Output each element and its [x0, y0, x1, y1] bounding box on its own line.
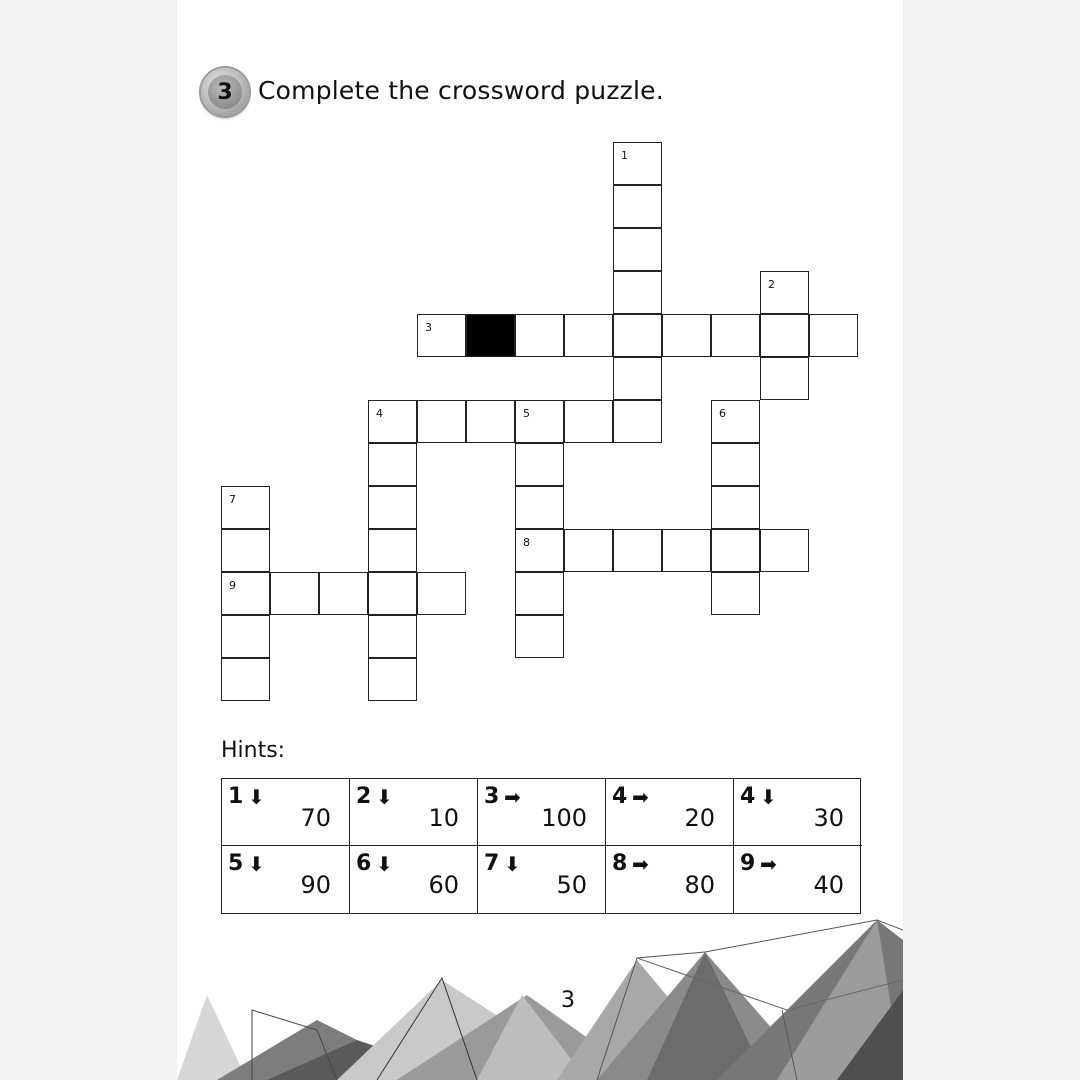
crossword-cell[interactable] [515, 615, 564, 658]
crossword-cell[interactable] [760, 529, 809, 572]
hint-cell [350, 779, 478, 846]
crossword-cell[interactable] [613, 271, 662, 314]
hint-value: 50 [556, 871, 587, 899]
crossword-cell[interactable] [221, 615, 270, 658]
hint-number: 5 [228, 851, 244, 876]
crossword-cell[interactable] [613, 228, 662, 271]
crossword-cell[interactable] [319, 572, 368, 615]
clue-number: 4 [376, 407, 383, 420]
crossword-cell[interactable] [221, 572, 270, 615]
clue-number: 9 [229, 579, 236, 592]
crossword-cell[interactable] [711, 572, 760, 615]
arrow-right-icon: ➡ [504, 785, 521, 809]
crossword-cell[interactable] [515, 572, 564, 615]
clue-number: 2 [768, 278, 775, 291]
crossword-cell[interactable] [368, 658, 417, 701]
arrow-down-icon: ⬇ [248, 785, 265, 809]
crossword-cell[interactable] [613, 529, 662, 572]
crossword-cell[interactable] [270, 572, 319, 615]
crossword-cell[interactable] [368, 443, 417, 486]
hints-table [221, 778, 861, 914]
crossword-cell[interactable] [515, 314, 564, 357]
arrow-down-icon: ⬇ [248, 852, 265, 876]
crossword-cell[interactable] [613, 314, 662, 357]
crossword-cell[interactable] [711, 486, 760, 529]
hint-number: 8 [612, 851, 628, 876]
crossword-cell[interactable] [613, 142, 662, 185]
clue-number: 7 [229, 493, 236, 506]
crossword-cell[interactable] [613, 400, 662, 443]
clue-number: 6 [719, 407, 726, 420]
crossword-cell[interactable] [711, 443, 760, 486]
crossword-cell[interactable] [515, 443, 564, 486]
hint-number: 1 [228, 784, 244, 809]
crossword-cell[interactable] [368, 486, 417, 529]
hint-value: 40 [813, 871, 844, 899]
crossword-cell[interactable] [564, 529, 613, 572]
arrow-down-icon: ⬇ [504, 852, 521, 876]
exercise-number: 3 [208, 75, 242, 109]
hint-value: 80 [684, 871, 715, 899]
arrow-down-icon: ⬇ [376, 852, 393, 876]
arrow-right-icon: ➡ [632, 852, 649, 876]
hint-value: 90 [300, 871, 331, 899]
crossword-cell[interactable] [221, 529, 270, 572]
hint-value: 30 [813, 804, 844, 832]
instruction-title: Complete the crossword puzzle. [258, 76, 664, 105]
crossword-cell[interactable] [417, 314, 466, 357]
crossword-cell[interactable] [368, 572, 417, 615]
crossword-cell[interactable] [662, 314, 711, 357]
clue-number: 1 [621, 149, 628, 162]
hint-number: 4 [740, 784, 756, 809]
hint-value: 100 [541, 804, 587, 832]
hint-value: 70 [300, 804, 331, 832]
crossword-cell[interactable] [613, 185, 662, 228]
crossword-cell[interactable] [662, 529, 711, 572]
crossword-cell[interactable] [368, 615, 417, 658]
arrow-right-icon: ➡ [632, 785, 649, 809]
clue-number: 3 [425, 321, 432, 334]
hint-value: 60 [428, 871, 459, 899]
worksheet-page [177, 0, 903, 1080]
crossword-cell[interactable] [564, 400, 613, 443]
crossword-cell[interactable] [417, 572, 466, 615]
hint-number: 4 [612, 784, 628, 809]
hint-value: 10 [428, 804, 459, 832]
hint-number: 3 [484, 784, 500, 809]
crossword-cell[interactable] [515, 486, 564, 529]
crossword-blocked-cell [466, 314, 515, 357]
crossword-cell[interactable] [417, 400, 466, 443]
crossword-cell[interactable] [613, 357, 662, 400]
hint-number: 7 [484, 851, 500, 876]
crossword-cell[interactable] [368, 529, 417, 572]
crossword-cell[interactable] [711, 400, 760, 443]
crossword-cell[interactable] [221, 486, 270, 529]
page-number: 3 [561, 988, 575, 1013]
hints-label: Hints: [221, 738, 286, 763]
hint-number: 6 [356, 851, 372, 876]
hint-cell [734, 779, 862, 846]
hint-value: 20 [684, 804, 715, 832]
crossword-cell[interactable] [515, 529, 564, 572]
crossword-cell[interactable] [711, 529, 760, 572]
hint-number: 2 [356, 784, 372, 809]
crossword-cell[interactable] [466, 400, 515, 443]
crossword-cell[interactable] [221, 658, 270, 701]
clue-number: 8 [523, 536, 530, 549]
crossword-cell[interactable] [711, 314, 760, 357]
crossword-cell[interactable] [760, 357, 809, 400]
crossword-cell[interactable] [760, 314, 809, 357]
hint-cell [478, 779, 606, 846]
crossword-cell[interactable] [368, 400, 417, 443]
hint-cell [606, 779, 734, 846]
crossword-cell[interactable] [809, 314, 858, 357]
arrow-down-icon: ⬇ [760, 785, 777, 809]
crossword-cell[interactable] [564, 314, 613, 357]
arrow-down-icon: ⬇ [376, 785, 393, 809]
hint-cell [222, 779, 350, 846]
arrow-right-icon: ➡ [760, 852, 777, 876]
mountain-decoration [177, 900, 903, 1080]
hint-number: 9 [740, 851, 756, 876]
crossword-cell[interactable] [760, 271, 809, 314]
clue-number: 5 [523, 407, 530, 420]
crossword-cell[interactable] [515, 400, 564, 443]
